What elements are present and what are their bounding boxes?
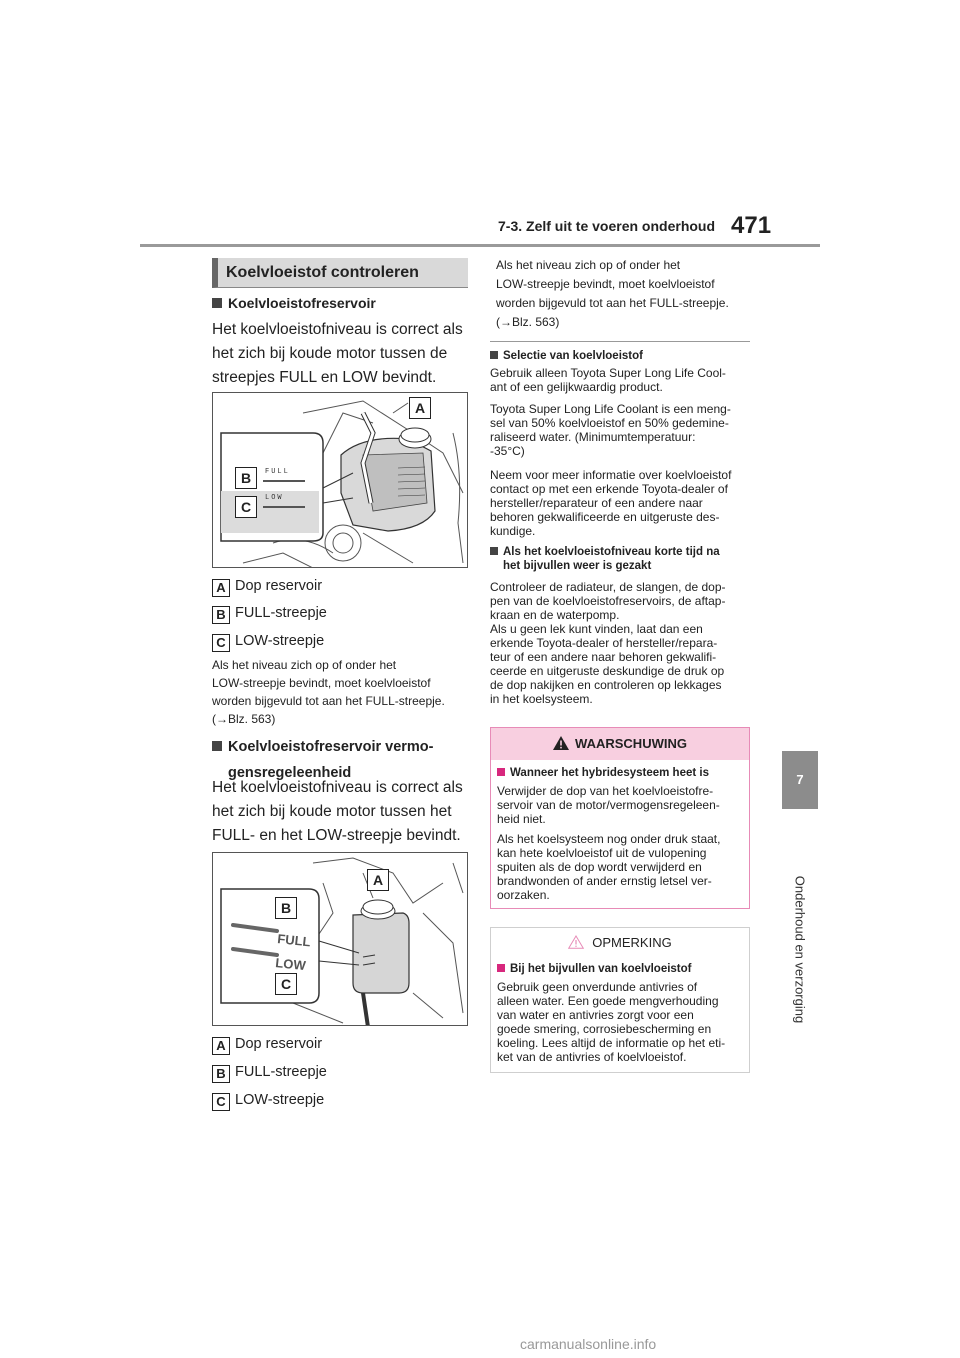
square-bullet-icon xyxy=(490,351,498,359)
notice-title: OPMERKING xyxy=(592,935,672,950)
subheading-coolant-selection: Selectie van koelvloeistof xyxy=(490,349,643,363)
refill-note-right: Als het niveau zich op of onder het LOW-streepje bevindt, moet koelvloeistof worden bijgevuld tot aan het FULL-streepje. (→Blz. 563) xyxy=(496,258,729,329)
section-banner xyxy=(212,258,468,288)
low-mark-text: LOW xyxy=(274,955,307,974)
pcu-reservoir-illustration xyxy=(213,853,468,1026)
figure-label-c: C xyxy=(275,973,297,995)
subheading-pcu-reservoir: Koelvloeistofreservoir vermo- gensregeleenheid xyxy=(212,734,434,786)
warning-triangle-icon xyxy=(553,736,569,750)
pcu-tank xyxy=(353,900,409,1026)
figure-label-b: B xyxy=(235,467,257,489)
coolant-selection-p1: Gebruik alleen Toyota Super Long Life Cool- ant of een gelijkwaardig product. xyxy=(490,366,726,394)
chapter-tab[interactable]: 7 xyxy=(782,751,818,809)
figure-label-a: A xyxy=(409,397,431,419)
warning-p1: Verwijder de dop van het koelvloeistofre- servoir van de motor/vermogensregeleen- heid niet. xyxy=(497,784,720,826)
full-mark-text: FULL xyxy=(265,468,290,476)
leak-check-text: Controleer de radiateur, de slangen, de dop- pen van de koelvloeistofreservoirs, de aftap- kraan en de waterpomp. Als u geen lek kunt vinden, laat dan een erkende Toyota-dealer of hersteller/repara- teur of een andere naar behoren gekwalifi- ceerde en uitgeruste deskundige de druk op de dop nakijken en controleren op lekkages in het koelsysteem. xyxy=(490,580,726,706)
square-bullet-icon xyxy=(212,298,222,308)
refill-note-left: Als het niveau zich op of onder het LOW-streepje bevindt, moet koelvloeistof worden bijgevuld tot aan het FULL-streepje. (→Blz. 563) xyxy=(212,658,445,726)
chapter-title: Onderhoud en verzorging xyxy=(792,875,808,1024)
square-bullet-icon xyxy=(490,547,498,555)
coolant-selection-p2: Toyota Super Long Life Coolant is een meng- sel van 50% koelvloeistof en 50% gedemine- raliseerd water. (Minimumtemperatuur: -35°C) xyxy=(490,402,731,458)
figure-reservoir xyxy=(212,392,468,568)
legend-item-full: B FULL-streepje xyxy=(212,603,327,624)
subheading-level-dropped: Als het koelvloeistofniveau korte tijd na het bijvullen weer is gezakt xyxy=(490,545,720,573)
legend-item-low: C LOW-streepje xyxy=(212,1090,324,1111)
notice-triangle-icon xyxy=(568,935,584,949)
divider xyxy=(490,341,750,342)
section-header: 7-3. Zelf uit te voeren onderhoud xyxy=(498,218,716,234)
pcu-description: Het koelvloeistofniveau is correct als het zich bij koude motor tussen het FULL- en het LOW-streepje bevindt. xyxy=(212,779,463,844)
square-bullet-icon xyxy=(497,964,505,972)
legend-item-full: B FULL-streepje xyxy=(212,1062,327,1083)
warning-p2: Als het koelsysteem nog onder druk staat, kan hete koelvloeistof uit de vulopening spuiten als de dop wordt verwijderd en brandwonden of ander ernstig letsel ver- oorzaken. xyxy=(497,832,721,902)
notice-header xyxy=(491,928,749,958)
figure-label-c: C xyxy=(235,496,257,518)
subheading-reservoir: Koelvloeistofreservoir xyxy=(212,292,376,314)
warning-box xyxy=(490,727,750,909)
legend-item-low: C LOW-streepje xyxy=(212,631,324,652)
reservoir-description: Het koelvloeistofniveau is correct als het zich bij koude motor tussen de streepjes FULL en LOW bevindt. xyxy=(212,321,463,386)
coolant-selection-p3: Neem voor meer informatie over koelvloeistof contact op met een erkende Toyota-dealer of hersteller/reparateur of een andere naar behoren gekwalificeerde en uitgeruste des- kundige. xyxy=(490,468,732,538)
page-number: 471 xyxy=(731,212,772,239)
watermark: carmanualsonline.info xyxy=(520,1336,657,1352)
square-bullet-icon xyxy=(212,741,222,751)
low-mark-text: LOW xyxy=(265,494,284,502)
reservoir-tank xyxy=(341,413,435,531)
notice-box xyxy=(490,927,750,1073)
figure-label-b: B xyxy=(275,897,297,919)
figure-pcu-reservoir xyxy=(212,852,468,1026)
warning-subheading: Wanneer het hybridesysteem heet is xyxy=(497,766,743,780)
full-mark-text: FULL xyxy=(276,931,312,950)
header-rule xyxy=(140,244,820,247)
legend-item-cap: A Dop reservoir xyxy=(212,576,322,597)
square-bullet-icon xyxy=(497,768,505,776)
notice-subheading: Bij het bijvullen van koelvloeistof xyxy=(497,962,743,976)
figure-label-a: A xyxy=(367,869,389,891)
warning-title: WAARSCHUWING xyxy=(575,736,687,751)
legend-item-cap: A Dop reservoir xyxy=(212,1034,322,1055)
warning-header xyxy=(491,728,749,760)
notice-text: Gebruik geen onverdunde antivries of alleen water. Een goede mengverhouding van water en antivries zorgt voor een goede smering, corrosiebescherming en koeling. Lees altijd de informatie op het eti- ket van de antivries of koelvloeistof. xyxy=(497,980,726,1064)
section-title: Koelvloeistof controleren xyxy=(226,264,419,281)
